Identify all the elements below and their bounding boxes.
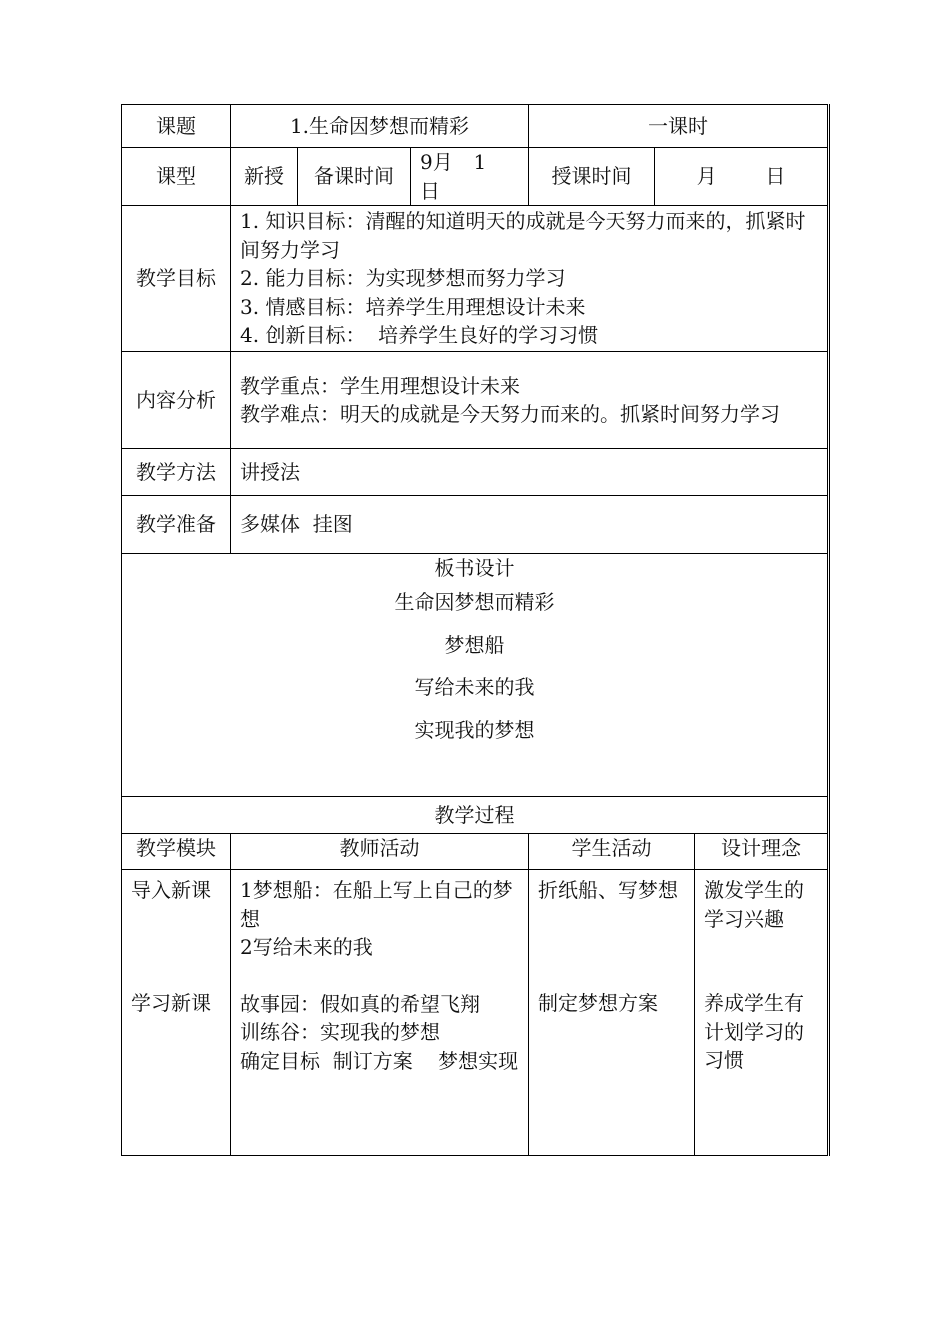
content-analysis-content <box>231 352 829 449</box>
prep-time-label: 备课时间 <box>298 148 411 206</box>
lesson-duration: 一课时 <box>529 105 829 148</box>
preparation-row <box>122 496 829 554</box>
module-intro: 导入新课 <box>131 878 211 902</box>
concept-cell <box>695 870 829 1156</box>
objective-item: 2. 能力目标：为实现梦想而努力学习 <box>240 266 566 291</box>
prep-day: 1 <box>473 150 487 174</box>
concept-intro: 激发学生的学习兴趣 <box>704 878 804 931</box>
column-header-module: 教学模块 <box>122 834 231 870</box>
teacher-new-item: 训练谷：实现我的梦想 <box>240 1020 440 1044</box>
process-label: 教学过程 <box>122 797 829 834</box>
process-header-row <box>122 834 829 870</box>
teacher-intro-item: 1梦想船：在船上写上自己的梦想 <box>240 878 513 931</box>
lesson-label: 课题 <box>122 105 231 148</box>
objectives-content <box>231 206 829 352</box>
objective-item: 4. 创新目标： 培养学生良好的学习习惯 <box>240 323 599 348</box>
key-point: 教学重点：学生用理想设计未来 <box>240 373 520 398</box>
difficulty: 教学难点：明天的成就是今天努力而来的。抓紧时间努力学习 <box>240 402 780 426</box>
process-body-row <box>122 870 829 1156</box>
teacher-new-item: 确定目标 制订方案 梦想实现 <box>240 1048 519 1073</box>
teacher-intro-item: 2写给未来的我 <box>240 935 373 959</box>
column-header-student: 学生活动 <box>529 834 695 870</box>
module-cell <box>122 870 231 1156</box>
teach-month-unit: 月 <box>696 164 717 189</box>
board-design <box>122 554 829 797</box>
teach-time-label: 授课时间 <box>529 148 655 206</box>
board-line: 实现我的梦想 <box>414 717 535 742</box>
student-cell <box>529 870 695 1156</box>
objective-item: 3. 情感目标：培养学生用理想设计未来 <box>240 294 586 319</box>
method-row <box>122 449 829 496</box>
teacher-cell <box>231 870 529 1156</box>
student-intro: 折纸船、写梦想 <box>538 878 678 902</box>
process-label-row <box>122 797 829 834</box>
content-analysis-label: 内容分析 <box>122 352 231 449</box>
prep-date <box>411 148 529 206</box>
type-label: 课型 <box>122 148 231 206</box>
teach-date <box>655 148 829 206</box>
preparation-label: 教学准备 <box>122 496 231 554</box>
prep-day-unit: 日 <box>420 178 440 203</box>
objective-item: 1. 知识目标：清醒的知道明天的成就是今天努力而来的，抓紧时间努力学习 <box>240 209 806 262</box>
objectives-row <box>122 206 829 352</box>
type-value: 新授 <box>231 148 298 206</box>
teach-day-unit: 日 <box>765 164 786 189</box>
board-line: 写给未来的我 <box>414 675 535 699</box>
method-value: 讲授法 <box>231 449 829 496</box>
board-design-row <box>122 554 829 797</box>
content-analysis-row <box>122 352 829 449</box>
concept-new: 养成学生有计划学习的习惯 <box>704 991 804 1072</box>
lesson-title: 1.生命因梦想而精彩 <box>231 105 529 148</box>
lesson-plan-table <box>121 104 830 1156</box>
prep-month: 9月 <box>420 150 453 174</box>
board-line: 梦想船 <box>444 632 505 657</box>
lesson-title-row <box>122 105 829 148</box>
lesson-type-row <box>122 148 829 206</box>
preparation-value: 多媒体 挂图 <box>231 496 829 554</box>
student-new: 制定梦想方案 <box>538 990 658 1015</box>
method-label: 教学方法 <box>122 449 231 496</box>
objectives-label: 教学目标 <box>122 206 231 352</box>
module-new: 学习新课 <box>131 990 211 1015</box>
column-header-concept: 设计理念 <box>695 834 829 870</box>
board-design-label: 板书设计 <box>434 556 515 580</box>
board-line: 生命因梦想而精彩 <box>394 590 555 614</box>
teacher-new-item: 故事园：假如真的希望飞翔 <box>240 991 480 1016</box>
column-header-teacher: 教师活动 <box>231 834 529 870</box>
